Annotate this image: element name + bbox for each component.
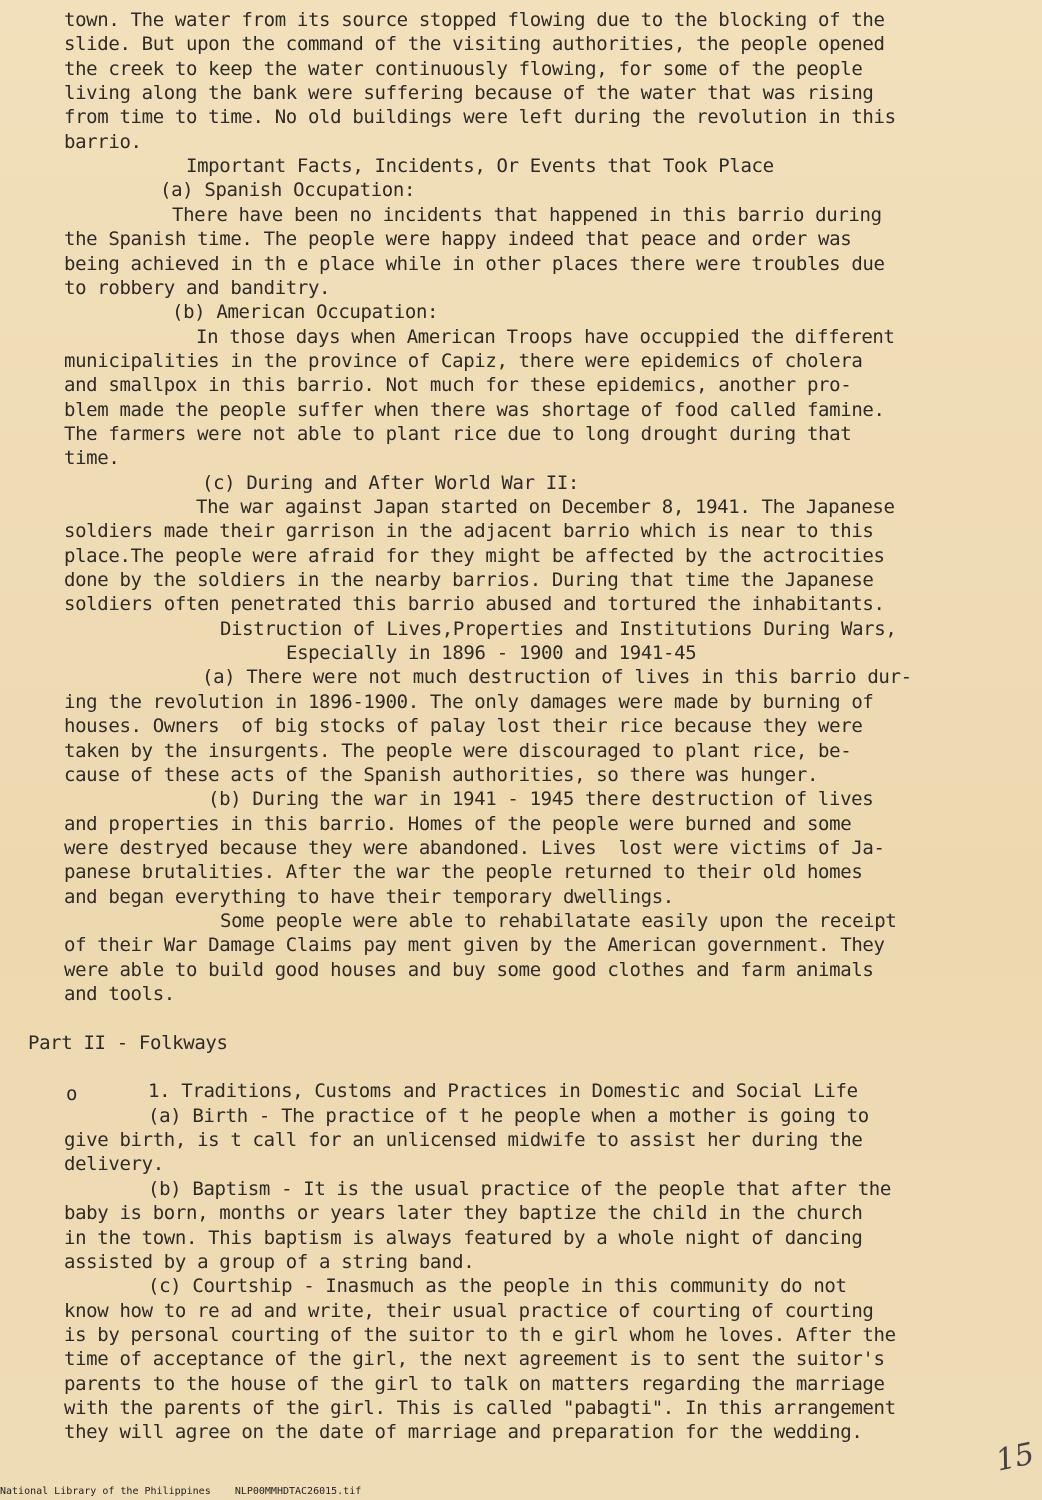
text-line: town. The water from its source stopped flowing due to the blocking of the xyxy=(64,9,885,31)
text-line: cause of these acts of the Spanish authorities, so there was hunger. xyxy=(64,764,819,786)
text-line: and began everything to have their temporary dwellings. xyxy=(64,886,674,908)
text-line: time of acceptance of the girl, the next agreement is to sent the suitor's xyxy=(64,1348,885,1370)
text-line: and tools. xyxy=(64,983,175,1005)
text-line: ing the revolution in 1896-1900. The only damages were made by burning of xyxy=(64,691,874,713)
text-line: (b) During the war in 1941 - 1945 there destruction of lives xyxy=(208,788,874,810)
text-line: The war against Japan started on December 8, 1941. The Japanese xyxy=(196,496,895,518)
text-line: The farmers were not able to plant rice due to long drought during that xyxy=(64,423,852,445)
text-line: (c) During and After World War II: xyxy=(202,472,580,494)
text-line: give birth, is t call for an unlicensed midwife to assist her during the xyxy=(64,1129,863,1151)
text-line: living along the bank were suffering because of the water that was rising xyxy=(64,82,874,104)
text-line: houses. Owners of big stocks of palay lost their rice because they were xyxy=(64,715,863,737)
text-line: the creek to keep the water continuously flowing, for some of the people xyxy=(64,58,863,80)
text-line: There have been no incidents that happened in this barrio during xyxy=(172,204,882,226)
footer-library: National Library of the Philippines xyxy=(0,1486,211,1497)
text-line: (a) There were not much destruction of lives in this barrio dur- xyxy=(202,666,912,688)
text-line: being achieved in th e place while in other places there were troubles due xyxy=(64,253,885,275)
text-line: panese brutalities. After the war the people returned to their old homes xyxy=(64,861,863,883)
text-line: Distruction of Lives,Properties and Institutions During Wars, xyxy=(220,618,897,640)
text-line: the Spanish time. The people were happy indeed that peace and order was xyxy=(64,228,852,250)
text-line: were able to build good houses and buy some good clothes and farm animals xyxy=(64,959,874,981)
text-line: Some people were able to rehabilatate easily upon the receipt xyxy=(220,910,897,932)
text-line: assisted by a group of a string band. xyxy=(64,1251,475,1273)
text-line: is by personal courting of the suitor to th e girl whom he loves. After the xyxy=(64,1324,896,1346)
text-line: barrio. xyxy=(64,131,142,153)
text-line: 1. Traditions, Customs and Practices in Domestic and Social Life xyxy=(148,1080,858,1102)
text-line: Important Facts, Incidents, Or Events that Took Place xyxy=(186,155,774,177)
handwritten-page-number: 15 xyxy=(992,1436,1038,1479)
text-line: Part II - Folkways xyxy=(28,1032,228,1054)
footer-filename: NLP00MMHDTAC26015.tif xyxy=(234,1486,362,1497)
text-line: baby is born, months or years later they baptize the child in the church xyxy=(64,1202,863,1224)
text-line: with the parents of the girl. This is called "pabagti". In this arrangement xyxy=(64,1397,896,1419)
text-line: taken by the insurgents. The people were discouraged to plant rice, be- xyxy=(64,740,852,762)
text-line: and smallpox in this barrio. Not much for these epidemics, another pro- xyxy=(64,374,852,396)
text-line: and properties in this barrio. Homes of the people were burned and some xyxy=(64,813,852,835)
text-line: place.The people were afraid for they might be affected by the actrocities xyxy=(64,545,885,567)
text-line: parents to the house of the girl to talk on matters regarding the marriage xyxy=(64,1373,885,1395)
text-line: know how to re ad and write, their usual practice of courting of courting xyxy=(64,1300,874,1322)
text-line: soldiers made their garrison in the adjacent barrio which is near to this xyxy=(64,520,874,542)
text-line: blem made the people suffer when there was shortage of food called famine. xyxy=(64,399,885,421)
text-line: (b) Baptism - It is the usual practice of the people that after the xyxy=(148,1178,891,1200)
text-line: from time to time. No old buildings were left during the revolution in this xyxy=(64,106,896,128)
text-line: time. xyxy=(64,447,120,469)
text-line: slide. But upon the command of the visiting authorities, the people opened xyxy=(64,33,885,55)
text-line: (a) Spanish Occupation: xyxy=(160,179,416,201)
text-line: (c) Courtship - Inasmuch as the people in this community do not xyxy=(148,1275,847,1297)
text-line: in the town. This baptism is always featured by a whole night of dancing xyxy=(64,1227,863,1249)
text-line: of their War Damage Claims pay ment given by the American government. They xyxy=(64,934,885,956)
text-line: (b) American Occupation: xyxy=(172,301,439,323)
text-line: soldiers often penetrated this barrio abused and tortured the inhabitants. xyxy=(64,593,885,615)
text-line: were destryed because they were abandoned. Lives lost were victims of Ja- xyxy=(64,837,885,859)
text-line: delivery. xyxy=(64,1153,164,1175)
text-line: municipalities in the province of Capiz, there were epidemics of cholera xyxy=(64,350,863,372)
text-line: (a) Birth - The practice of t he people when a mother is going to xyxy=(148,1105,869,1127)
text-line: they will agree on the date of marriage and preparation for the wedding. xyxy=(64,1421,863,1443)
bullet-mark: o xyxy=(66,1083,78,1105)
text-line: In those days when American Troops have occuppied the different xyxy=(196,326,895,348)
text-line: to robbery and banditry. xyxy=(64,277,331,299)
text-line: done by the soldiers in the nearby barrios. During that time the Japanese xyxy=(64,569,874,591)
text-line: Especially in 1896 - 1900 and 1941-45 xyxy=(286,642,697,664)
scan-footer xyxy=(0,1486,361,1498)
